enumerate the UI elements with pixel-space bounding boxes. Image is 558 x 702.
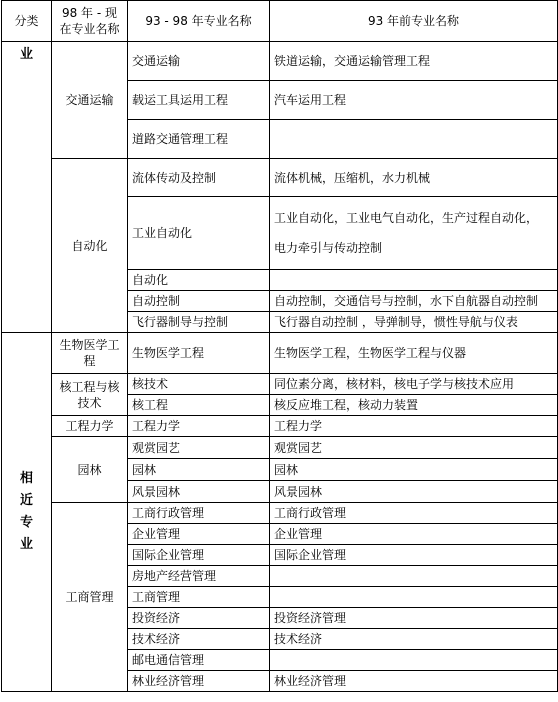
category-label-top: 业 (2, 42, 52, 333)
group-shengwu: 生物医学工程 (52, 333, 128, 374)
mid-name-cell: 投资经济 (128, 608, 270, 629)
old-name-cell: 飞行器自动控制 ，导弹制导，惯性导航与仪表 (270, 312, 558, 333)
mid-name-cell: 自动控制 (128, 291, 270, 312)
mid-name-cell: 交通运输 (128, 42, 270, 81)
old-name-cell: 自动控制，交通信号与控制，水下自航器自动控制 (270, 291, 558, 312)
mid-name-cell: 载运工具运用工程 (128, 81, 270, 120)
old-name-line: 工业自动化，工业电气自动化，生产过程自动化， (274, 211, 539, 225)
old-name-cell: 观赏园艺 (270, 437, 558, 459)
mid-name-cell: 道路交通管理工程 (128, 120, 270, 159)
table-row (2, 374, 558, 395)
table-row (2, 42, 558, 81)
mid-name-cell: 核技术 (128, 374, 270, 395)
header-93-98: 93 - 98 年专业名称 (128, 1, 270, 42)
old-name-cell: 铁道运输，交通运输管理工程 (270, 42, 558, 81)
old-name-cell: 园林 (270, 459, 558, 481)
old-name-cell (270, 197, 558, 270)
mid-name-cell: 林业经济管理 (128, 671, 270, 692)
old-name-cell (270, 587, 558, 608)
old-name-cell: 工商行政管理 (270, 503, 558, 524)
mid-name-cell: 技术经济 (128, 629, 270, 650)
mid-name-cell: 工商行政管理 (128, 503, 270, 524)
old-name-cell: 技术经济 (270, 629, 558, 650)
old-name-cell: 汽车运用工程 (270, 81, 558, 120)
table-row (2, 416, 558, 437)
header-row (2, 1, 558, 42)
old-name-cell: 国际企业管理 (270, 545, 558, 566)
mid-name-cell: 工业自动化 (128, 197, 270, 270)
major-table (1, 0, 558, 692)
old-name-cell (270, 120, 558, 159)
old-name-cell (270, 566, 558, 587)
old-name-cell: 生物医学工程，生物医学工程与仪器 (270, 333, 558, 374)
mid-name-cell: 流体传动及控制 (128, 159, 270, 197)
old-name-cell: 流体机械，压缩机，水力机械 (270, 159, 558, 197)
mid-name-cell: 观赏园艺 (128, 437, 270, 459)
table-row (2, 503, 558, 524)
old-name-cell: 核反应堆工程，核动力装置 (270, 395, 558, 416)
mid-name-cell: 工商管理 (128, 587, 270, 608)
group-zidonghua: 自动化 (52, 159, 128, 333)
group-yuanlin: 园林 (52, 437, 128, 503)
group-gongshang: 工商管理 (52, 503, 128, 692)
mid-name-cell: 国际企业管理 (128, 545, 270, 566)
header-category: 分类 (2, 1, 52, 42)
group-jiaotong: 交通运输 (52, 42, 128, 159)
mid-name-cell: 飞行器制导与控制 (128, 312, 270, 333)
mid-name-cell: 邮电通信管理 (128, 650, 270, 671)
old-name-cell: 风景园林 (270, 481, 558, 503)
old-name-cell (270, 650, 558, 671)
mid-name-cell: 风景园林 (128, 481, 270, 503)
table-row (2, 159, 558, 197)
old-name-cell: 工程力学 (270, 416, 558, 437)
table-row (2, 333, 558, 374)
header-98-now: 98 年 - 现在专业名称 (52, 1, 128, 42)
old-name-cell: 企业管理 (270, 524, 558, 545)
old-name-cell: 投资经济管理 (270, 608, 558, 629)
group-hegongcheng: 核工程与核技术 (52, 374, 128, 416)
old-name-cell (270, 270, 558, 291)
old-name-line: 电力牵引与传动控制 (274, 241, 383, 255)
mid-name-cell: 企业管理 (128, 524, 270, 545)
category-label-bottom: 相近专业 (2, 333, 52, 692)
mid-name-cell: 工程力学 (128, 416, 270, 437)
group-gongcheng-lixue: 工程力学 (52, 416, 128, 437)
header-pre-93: 93 年前专业名称 (270, 1, 558, 42)
old-name-cell: 同位素分离，核材料，核电子学与核技术应用 (270, 374, 558, 395)
old-name-cell: 林业经济管理 (270, 671, 558, 692)
mid-name-cell: 房地产经营管理 (128, 566, 270, 587)
mid-name-cell: 核工程 (128, 395, 270, 416)
mid-name-cell: 生物医学工程 (128, 333, 270, 374)
mid-name-cell: 园林 (128, 459, 270, 481)
table-row (2, 437, 558, 459)
mid-name-cell: 自动化 (128, 270, 270, 291)
